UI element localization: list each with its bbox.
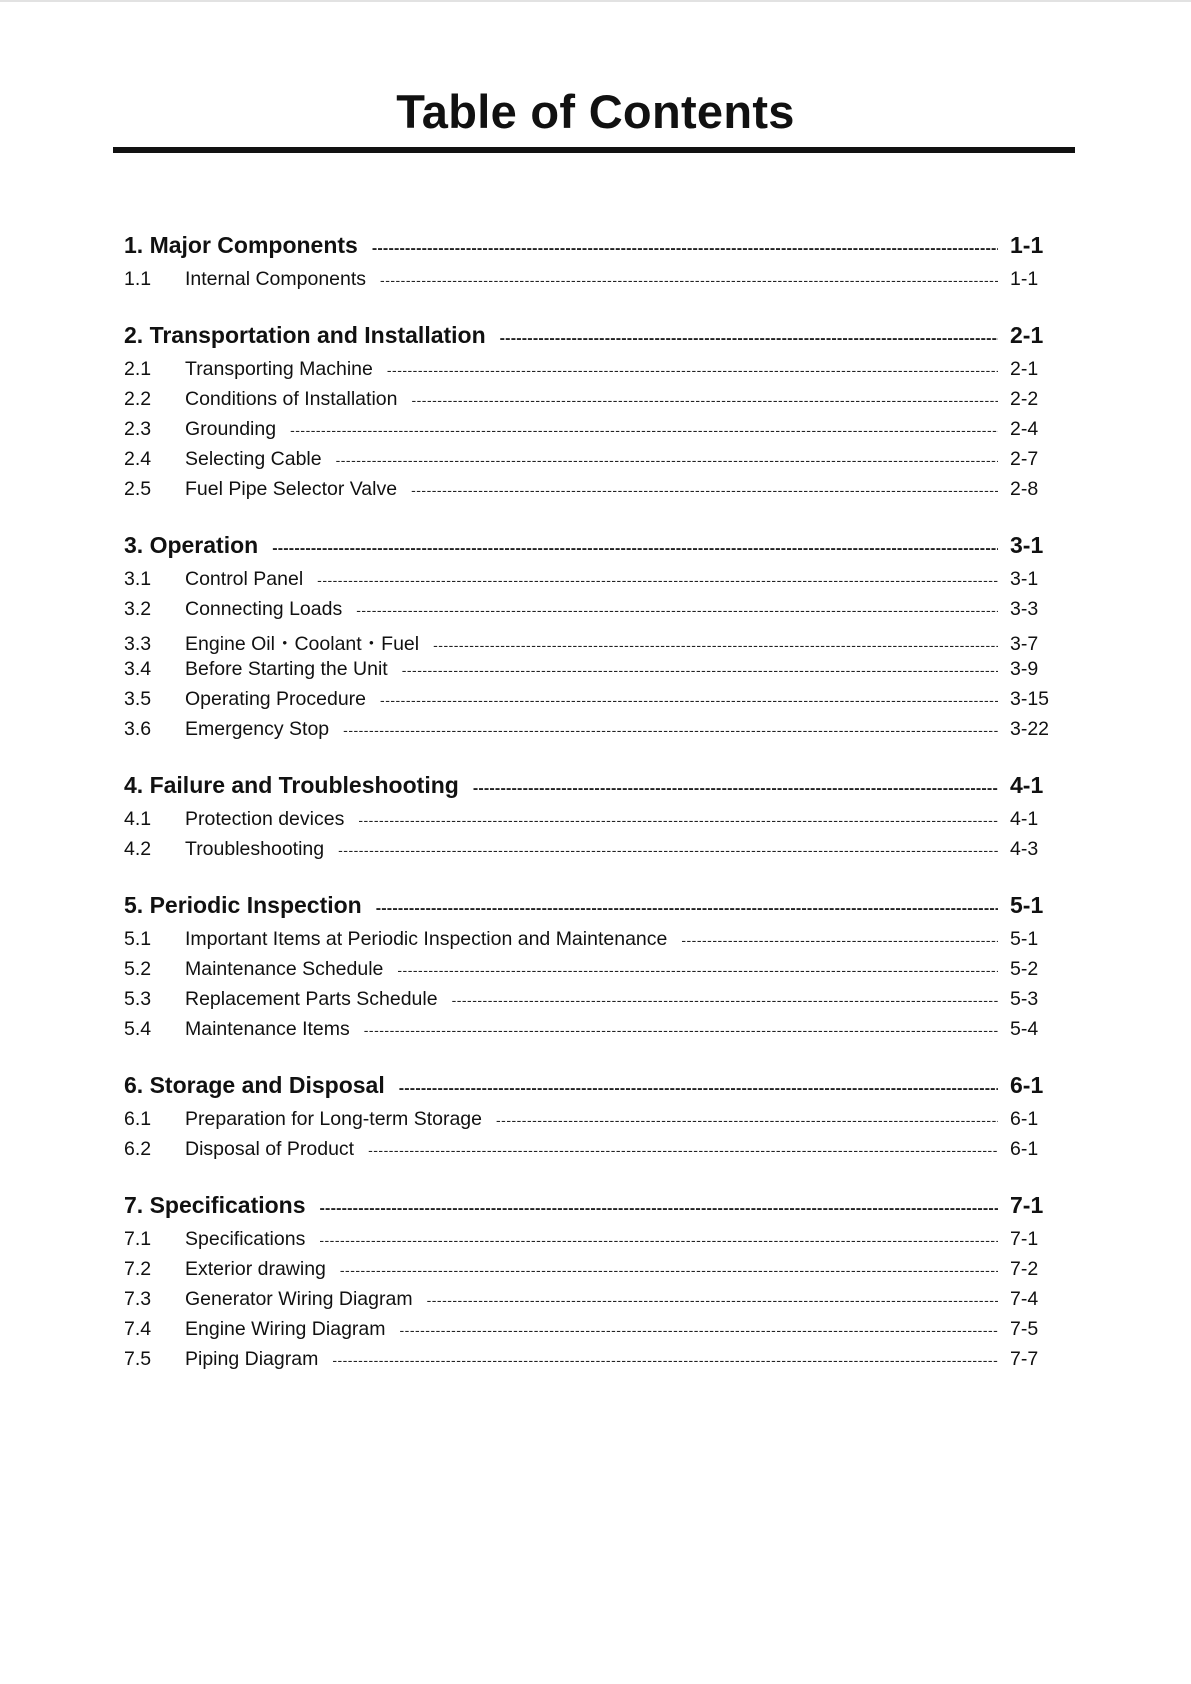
toc-entry-label: Preparation for Long-term Storage [185, 1108, 482, 1130]
toc-entry-row[interactable] [124, 1258, 1070, 1288]
toc-entry-number: 2.2 [124, 388, 152, 410]
dot-leader [411, 392, 998, 408]
toc-entry-row[interactable] [124, 358, 1070, 388]
dot-leader [433, 637, 998, 653]
toc-entry-number: 7.3 [124, 1288, 152, 1310]
toc-entry-label: Control Panel [185, 568, 304, 590]
toc-section-heading: 5. Periodic Inspection [124, 892, 362, 918]
dot-leader [400, 1322, 999, 1338]
toc-entry-row[interactable] [124, 1348, 1070, 1378]
toc-entry-number: 2.3 [124, 418, 152, 440]
toc-entry-row[interactable] [124, 1288, 1070, 1318]
dot-leader [336, 452, 998, 468]
toc-entry-page-number: 2-2 [1010, 388, 1039, 410]
toc-entry-page-number: 3-15 [1010, 688, 1050, 710]
toc-section-heading: 3. Operation [124, 532, 259, 558]
toc-entry-page-number: 4-3 [1010, 838, 1039, 860]
toc-entry-row[interactable] [124, 478, 1070, 508]
toc-entry-row[interactable] [124, 838, 1070, 868]
dot-leader [473, 780, 998, 798]
toc-entry-number: 2.1 [124, 358, 152, 380]
dot-leader [452, 992, 998, 1008]
toc-entry-label: Maintenance Schedule [185, 958, 384, 980]
toc-entry-page-number: 5-4 [1010, 1018, 1039, 1040]
toc-entry-page-number: 5-2 [1010, 958, 1039, 980]
toc-entry-number: 2.5 [124, 478, 152, 500]
toc-entry-label: Emergency Stop [185, 718, 330, 740]
dot-leader [376, 900, 998, 918]
toc-entry-number: 4.2 [124, 838, 152, 860]
toc-entry-page-number: 6-1 [1010, 1138, 1039, 1160]
toc-section [124, 772, 1070, 868]
toc-entry-row[interactable] [124, 268, 1070, 298]
toc-entry-page-number: 7-4 [1010, 1288, 1039, 1310]
toc-entry-number: 5.3 [124, 988, 152, 1010]
dot-leader [368, 1142, 998, 1158]
toc-entry-row[interactable] [124, 1018, 1070, 1048]
toc-section-heading-row[interactable] [124, 232, 1070, 268]
toc-entry-label: Piping Diagram [185, 1348, 319, 1370]
toc-entry-row[interactable] [124, 808, 1070, 838]
toc-entry-number: 3.1 [124, 568, 152, 590]
toc-entry-label: Maintenance Items [185, 1018, 350, 1040]
toc-entry-number: 5.2 [124, 958, 152, 980]
dot-leader [411, 482, 998, 498]
toc-entry-label: Conditions of Installation [185, 388, 398, 410]
dot-leader [356, 602, 998, 618]
toc-entry-label: Replacement Parts Schedule [185, 988, 438, 1010]
toc-entry-page-number: 3-1 [1010, 568, 1039, 590]
toc-section-heading: 4. Failure and Troubleshooting [124, 772, 459, 798]
toc-entry-number: 1.1 [124, 268, 152, 290]
toc-entry-row[interactable] [124, 388, 1070, 418]
toc-entry-number: 3.4 [124, 658, 152, 680]
toc-entry-page-number: 7-2 [1010, 1258, 1039, 1280]
toc-entry-page-number: 3-3 [1010, 598, 1039, 620]
toc-entry-row[interactable] [124, 658, 1070, 688]
toc-entry-page-number: 2-7 [1010, 448, 1039, 470]
toc-entry-label: Specifications [185, 1228, 306, 1250]
toc-entry-number: 5.4 [124, 1018, 152, 1040]
toc-entry-row[interactable] [124, 1318, 1070, 1348]
toc-section [124, 322, 1070, 508]
toc-section-heading-row[interactable] [124, 532, 1070, 568]
toc-section-heading: 6. Storage and Disposal [124, 1072, 385, 1098]
toc-entry-row[interactable] [124, 1138, 1070, 1168]
toc-entry-page-number: 7-1 [1010, 1228, 1039, 1250]
toc-section [124, 232, 1070, 298]
dot-leader [681, 932, 998, 948]
toc-entry-row[interactable] [124, 448, 1070, 478]
toc-entry-number: 3.2 [124, 598, 152, 620]
toc-entry-row[interactable] [124, 1108, 1070, 1138]
toc-entry-page-number: 5-3 [1010, 988, 1039, 1010]
toc-entry-label: Connecting Loads [185, 598, 343, 620]
toc-section-heading-row[interactable] [124, 1072, 1070, 1108]
toc-section-page-number: 4-1 [1010, 772, 1044, 798]
toc-entry-label: Engine Oil・Coolant・Fuel [185, 633, 420, 655]
dot-leader [332, 1352, 998, 1368]
dot-leader [364, 1022, 998, 1038]
dot-leader [397, 962, 998, 978]
dot-leader [343, 722, 998, 738]
toc-section [124, 532, 1070, 748]
toc-entry-row[interactable] [124, 928, 1070, 958]
toc-entry-number: 3.5 [124, 688, 152, 710]
toc-entry-number: 6.1 [124, 1108, 152, 1130]
toc-entry-page-number: 2-4 [1010, 418, 1039, 440]
toc-section-heading-row[interactable] [124, 1192, 1070, 1228]
toc-entry-label: Important Items at Periodic Inspection and Maintenance [185, 928, 668, 950]
toc-entry-label: Disposal of Product [185, 1138, 355, 1160]
toc-entry-label: Troubleshooting [185, 838, 325, 860]
toc-section-heading: 1. Major Components [124, 232, 358, 258]
toc-entry-page-number: 3-22 [1010, 718, 1050, 740]
title-underline [113, 147, 1075, 153]
toc-entry-row[interactable] [124, 688, 1070, 718]
toc-entry-label: Exterior drawing [185, 1258, 326, 1280]
dot-leader [319, 1232, 998, 1248]
toc-entry-row[interactable] [124, 958, 1070, 988]
toc-entry-page-number: 3-7 [1010, 633, 1039, 655]
toc-entry-label: Internal Components [185, 268, 367, 290]
dot-leader [317, 572, 998, 588]
toc-section-page-number: 6-1 [1010, 1072, 1044, 1098]
toc-entry-row[interactable] [124, 628, 1070, 658]
dot-leader [402, 662, 998, 678]
toc-entry-number: 4.1 [124, 808, 152, 830]
toc-entry-label: Engine Wiring Diagram [185, 1318, 386, 1340]
toc-section-page-number: 5-1 [1010, 892, 1044, 918]
toc-entry-number: 7.1 [124, 1228, 152, 1250]
dot-leader [340, 1262, 998, 1278]
toc-entry-number: 5.1 [124, 928, 152, 950]
dot-leader [338, 842, 998, 858]
scan-top-edge [0, 0, 1191, 2]
toc-entry-number: 6.2 [124, 1138, 152, 1160]
toc-section-heading-row[interactable] [124, 322, 1070, 358]
toc-entry-number: 7.4 [124, 1318, 152, 1340]
toc-entry-row[interactable] [124, 988, 1070, 1018]
toc-entry-page-number: 5-1 [1010, 928, 1039, 950]
page-title: Table of Contents [396, 85, 795, 138]
toc-entry-number: 7.2 [124, 1258, 152, 1280]
dot-leader [320, 1200, 998, 1218]
toc-section [124, 892, 1070, 1048]
toc-entry-page-number: 3-9 [1010, 658, 1039, 680]
toc-entry-number: 3.6 [124, 718, 152, 740]
toc-entry-page-number: 2-1 [1010, 358, 1039, 380]
toc-entry-page-number: 7-7 [1010, 1348, 1039, 1370]
toc-entry-label: Transporting Machine [185, 358, 373, 380]
toc-entry-label: Operating Procedure [185, 688, 367, 710]
table-of-contents [124, 232, 1070, 1402]
toc-entry-row[interactable] [124, 1228, 1070, 1258]
toc-entry-page-number: 1-1 [1010, 268, 1039, 290]
toc-section-page-number: 1-1 [1010, 232, 1044, 258]
dot-leader [380, 692, 998, 708]
dot-leader [500, 330, 998, 348]
toc-section-heading: 2. Transportation and Installation [124, 322, 486, 348]
toc-section-page-number: 7-1 [1010, 1192, 1044, 1218]
dot-leader [387, 362, 998, 378]
toc-entry-number: 7.5 [124, 1348, 152, 1370]
toc-entry-label: Grounding [185, 418, 277, 440]
toc-section-heading-row[interactable] [124, 892, 1070, 928]
toc-entry-label: Protection devices [185, 808, 345, 830]
dot-leader [272, 540, 998, 558]
toc-entry-page-number: 6-1 [1010, 1108, 1039, 1130]
toc-entry-number: 3.3 [124, 633, 152, 655]
toc-entry-label: Generator Wiring Diagram [185, 1288, 413, 1310]
dot-leader [358, 812, 998, 828]
toc-entry-label: Selecting Cable [185, 448, 322, 470]
toc-section-page-number: 2-1 [1010, 322, 1044, 348]
toc-section-page-number: 3-1 [1010, 532, 1044, 558]
toc-section-heading: 7. Specifications [124, 1192, 306, 1218]
toc-entry-label: Before Starting the Unit [185, 658, 388, 680]
toc-entry-row[interactable] [124, 598, 1070, 628]
toc-section [124, 1192, 1070, 1378]
dot-leader [496, 1112, 998, 1128]
dot-leader [290, 422, 998, 438]
toc-entry-page-number: 2-8 [1010, 478, 1039, 500]
toc-entry-page-number: 7-5 [1010, 1318, 1039, 1340]
toc-entry-row[interactable] [124, 418, 1070, 448]
dot-leader [399, 1080, 998, 1098]
dot-leader [427, 1292, 998, 1308]
toc-entry-page-number: 4-1 [1010, 808, 1039, 830]
toc-section [124, 1072, 1070, 1168]
toc-entry-row[interactable] [124, 568, 1070, 598]
dot-leader [380, 272, 998, 288]
toc-section-heading-row[interactable] [124, 772, 1070, 808]
toc-entry-number: 2.4 [124, 448, 152, 470]
dot-leader [372, 240, 998, 258]
toc-entry-row[interactable] [124, 718, 1070, 748]
toc-entry-label: Fuel Pipe Selector Valve [185, 478, 398, 500]
